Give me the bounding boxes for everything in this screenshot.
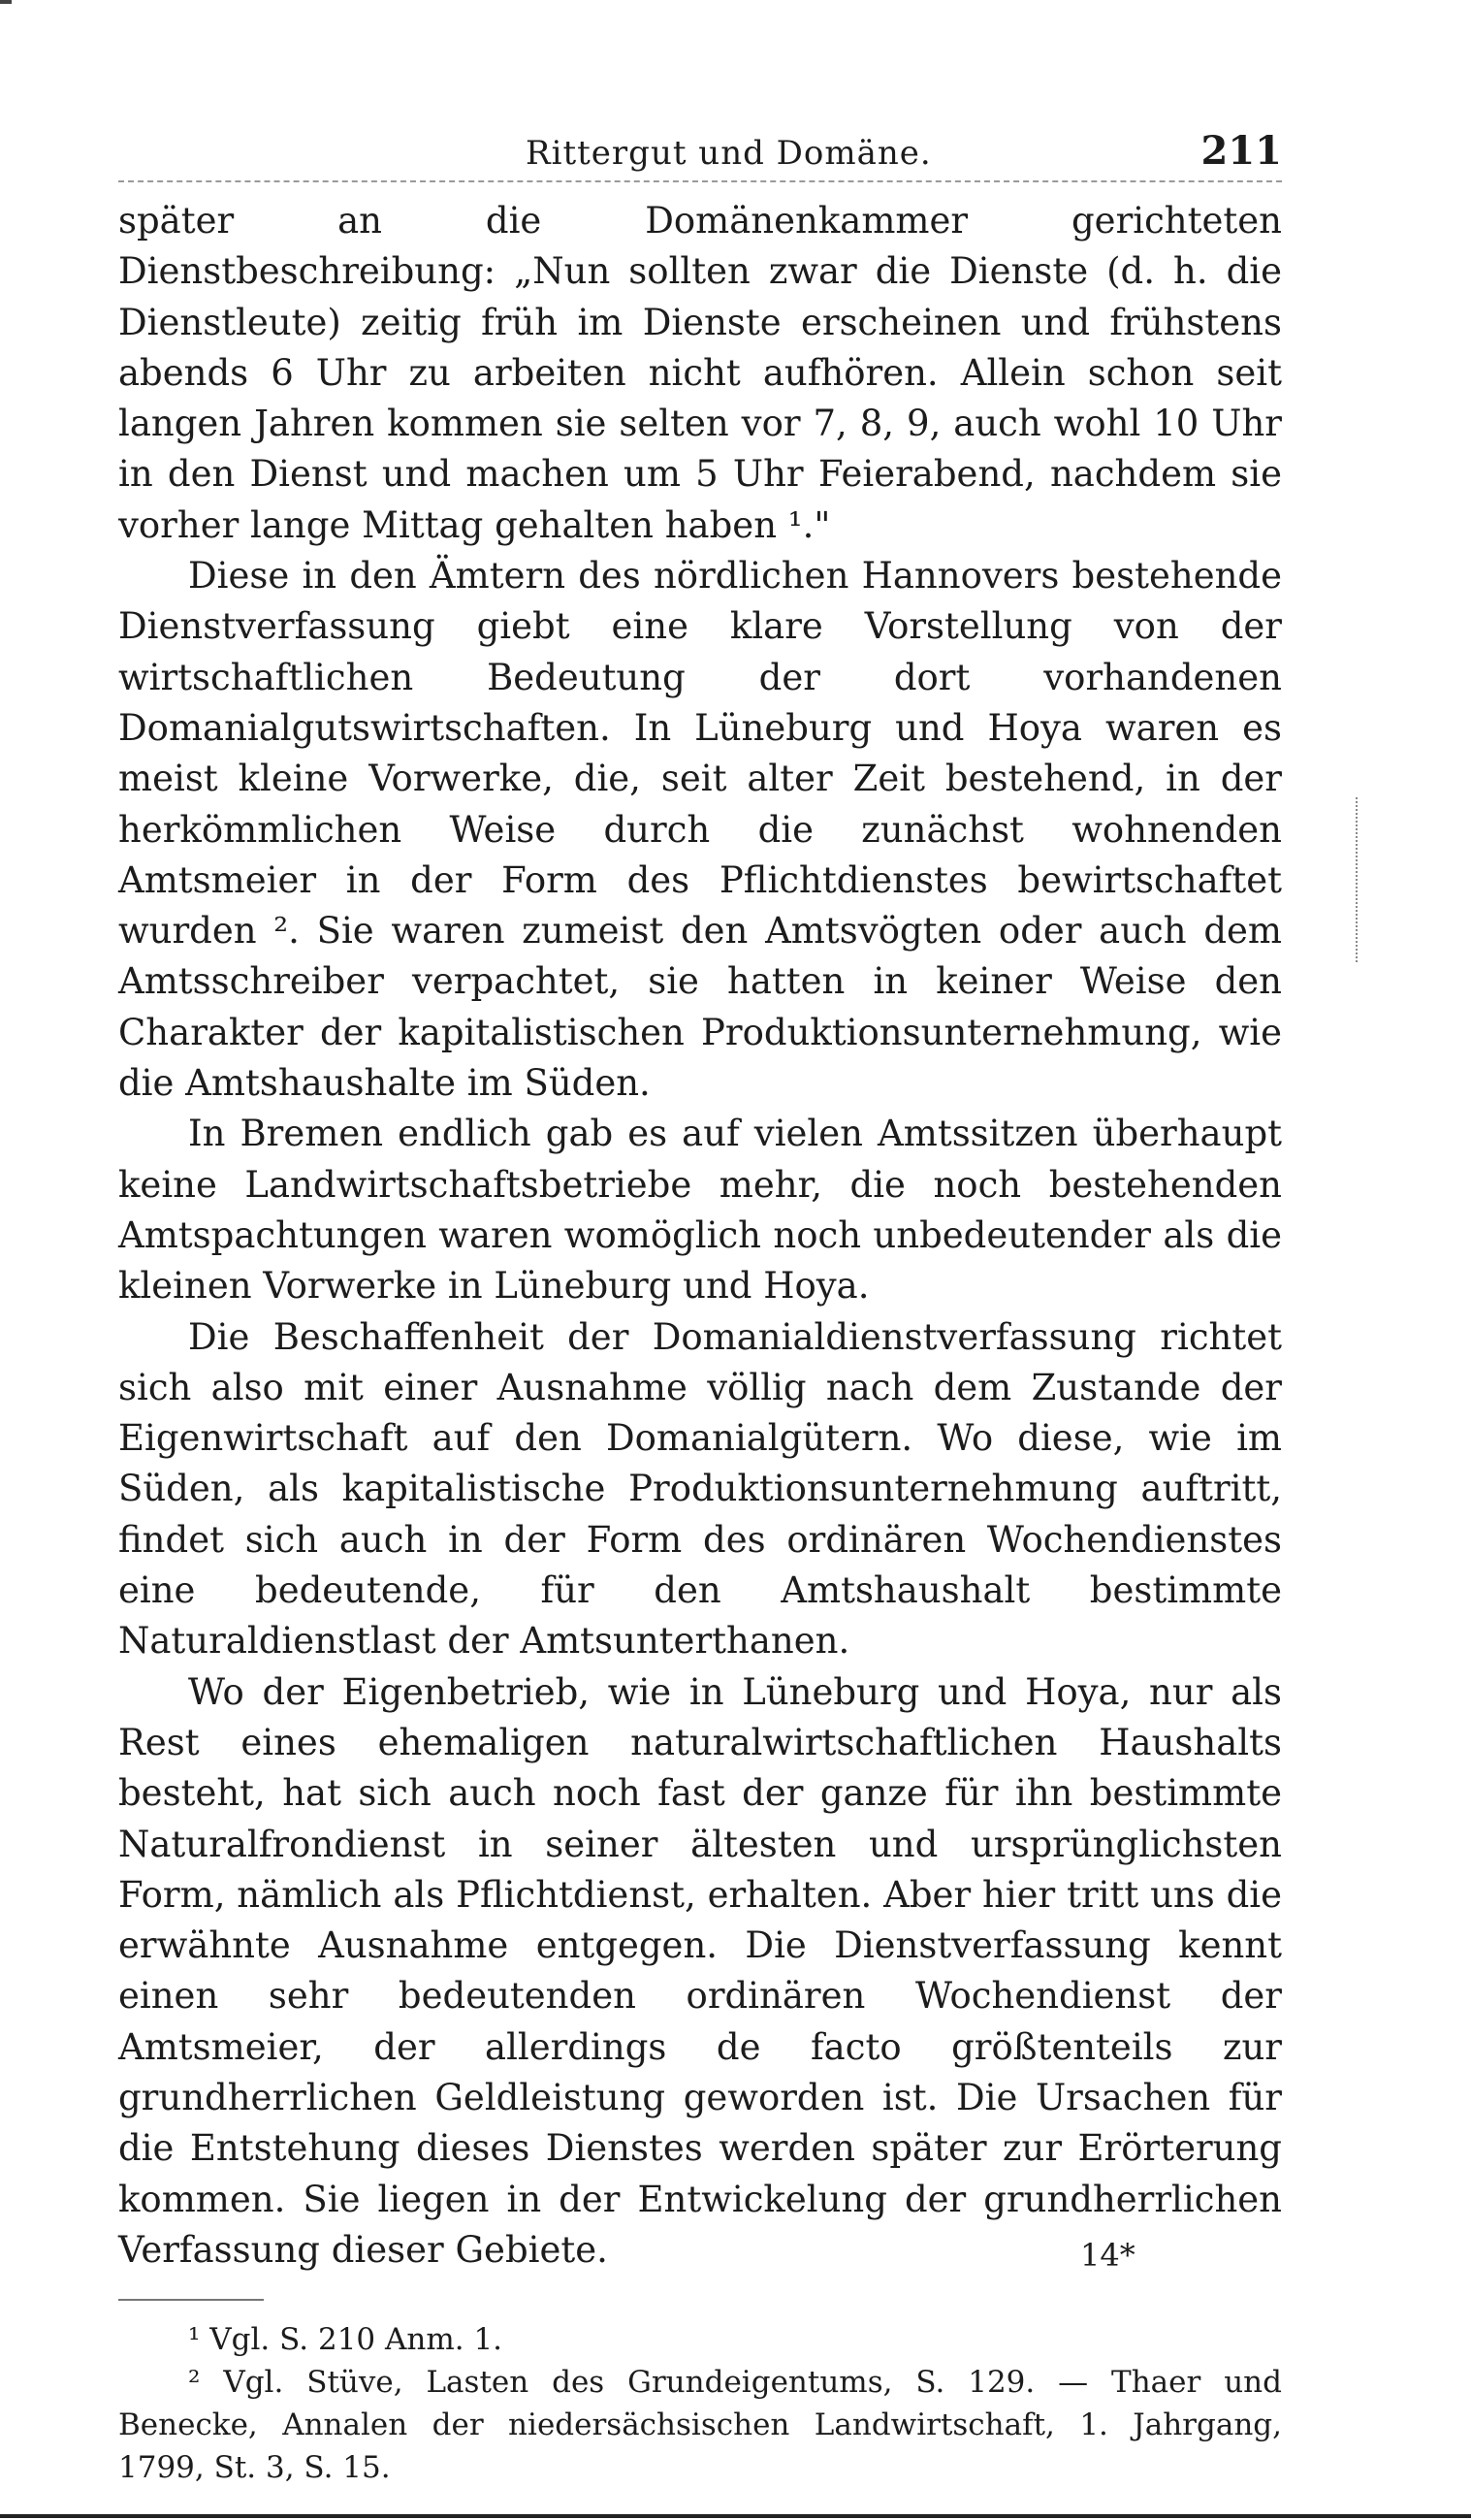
paragraph: Wo der Eigenbetrieb, wie in Lüneburg und Hoya, nur als Rest eines ehemaligen naturalwirtschaftlichen Haushalts besteht, hat sich auch noch fast der ganze für ihn bestimmte Naturalfrondienst in seiner ältesten und ursprünglichsten Form, nämlich als Pflichtdienst, erhalten. Aber hier tritt uns die erwähnte Ausnahme entgegen. Die Dienstverfassung kennt einen sehr bedeutenden ordinären Wochendienst der Amtsmeier, der allerdings de facto größtenteils zur grundherrlichen Geldleistung geworden ist. Die Ursachen für die Entstehung dieses Dienstes werden später zur Erörterung kommen. Sie liegen in der Entwickelung der grundherrlichen Verfassung dieser Gebiete.	[118, 1670, 1282, 2271]
book-page	[118, 128, 1282, 2489]
paragraph: später an die Domänenkammer gerichteten Dienstbeschreibung: „Nun sollten zwar die Dienste (d. h. die Dienstleute) zeitig früh im Dienste erscheinen und frühstens abends 6 Uhr zu arbeiten nicht aufhören. Allein schon seit langen Jahren kommen sie selten vor 7, 8, 9, auch wohl 10 Uhr in den Dienst und machen um 5 Uhr Feierabend, nachdem sie vorher lange Mittag gehalten haben ¹."	[118, 200, 1282, 546]
footnote-separator	[118, 2299, 264, 2301]
main-text	[118, 196, 1282, 2276]
header-rule	[118, 180, 1282, 182]
top-edge-mark	[0, 0, 12, 4]
footnote: ² Vgl. Stüve, Lasten des Grundeigentums, S. 129. — Thaer und Benecke, Annalen der niedersächsischen Landwirtschaft, 1. Jahrgang, 1799, St. 3, S. 15.	[118, 2365, 1282, 2486]
bottom-edge-line	[0, 2514, 1471, 2518]
page-number: 211	[1200, 128, 1282, 174]
paragraph: Diese in den Ämtern des nördlichen Hannovers bestehende Dienstverfassung giebt eine klare Vorstellung von der wirtschaftlichen Bedeutung der dort vorhandenen Domanialgutswirtschaften. In Lüneburg und Hoya waren es meist kleine Vorwerke, die, seit alter Zeit bestehend, in der herkömmlichen Weise durch die zunächst wohnenden Amtsmeier in der Form des Pflichtdienstes bewirtschaftet wurden ². Sie waren zumeist den Amtsvögten oder auch dem Amtsschreiber verpachtet, sie hatten in keiner Weise den Charakter der kapitalistischen Produktionsunternehmung, wie die Amtshaushalte im Süden.	[118, 555, 1282, 1105]
page-header	[118, 128, 1282, 190]
printer-signature-mark: 14*	[1080, 2237, 1135, 2274]
paragraph: In Bremen endlich gab es auf vielen Amtssitzen überhaupt keine Landwirtschaftsbetriebe mehr, die noch bestehenden Amtspachtungen waren womöglich noch unbedeutender als die kleinen Vorwerke in Lüneburg und Hoya.	[118, 1113, 1282, 1308]
footnotes	[118, 2318, 1282, 2489]
paragraph: Die Beschaffenheit der Domanialdienstverfassung richtet sich also mit einer Ausnahme völlig nach dem Zustande der Eigenwirtschaft auf den Domanialgütern. Wo diese, wie im Süden, als kapitalistische Produktionsunternehmung auftritt, findet sich auch in der Form des ordinären Wochendienstes eine bedeutende, für den Amtshaushalt bestimmte Naturaldienstlast der Amtsunterthanen.	[118, 1315, 1282, 1663]
footnote: ¹ Vgl. S. 210 Anm. 1.	[188, 2322, 503, 2358]
margin-pencil-mark	[1356, 797, 1358, 962]
running-head: Rittergut und Domäne.	[526, 134, 932, 173]
